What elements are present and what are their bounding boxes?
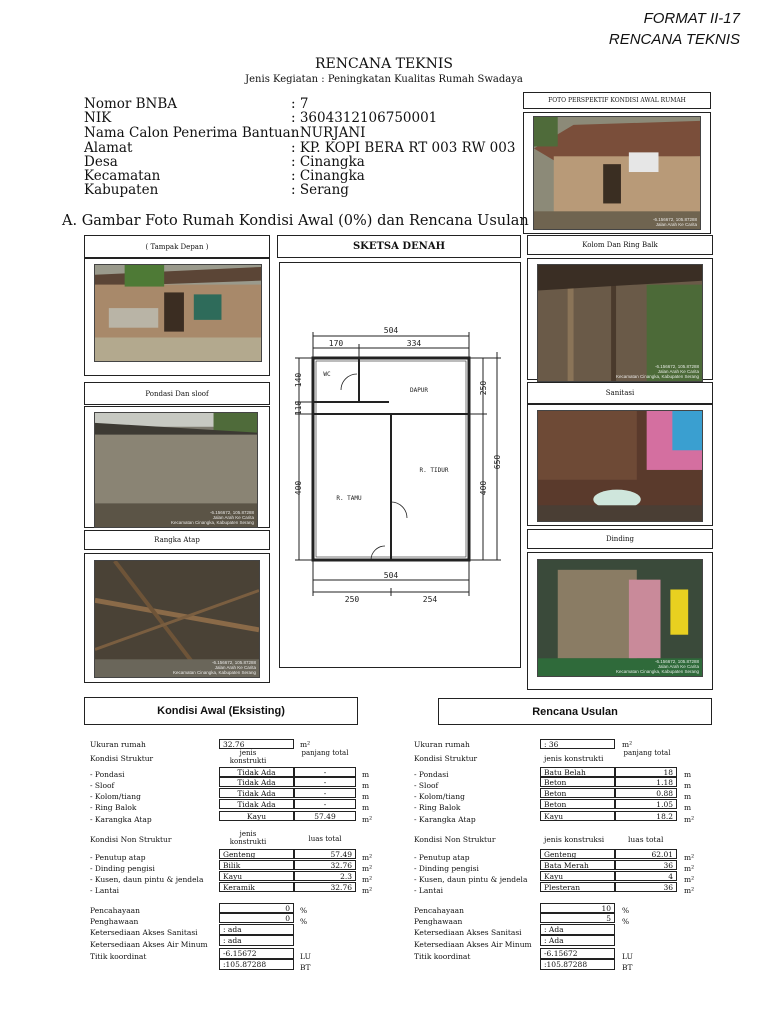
non-row-jenis: Keramik bbox=[219, 882, 294, 892]
air-minum-value: : ada bbox=[219, 935, 294, 946]
dim-right-bottom: 400 bbox=[479, 480, 488, 496]
koordinat-label: Titik koordinat bbox=[414, 952, 471, 961]
ukuran-label: Ukuran rumah bbox=[414, 740, 470, 749]
pencahayaan-value: 0 bbox=[219, 903, 294, 913]
caption-sanitasi: Sanitasi bbox=[527, 382, 713, 404]
penghawaan-unit: % bbox=[300, 917, 308, 926]
wall-photo bbox=[537, 559, 703, 677]
dim-bottom-left: 250 bbox=[344, 595, 360, 604]
non-row-nilai: 2.3 bbox=[294, 871, 356, 881]
col-panjang: panjang total bbox=[623, 749, 671, 757]
room-wc: WC bbox=[323, 371, 331, 378]
struktur-row-jenis: Tidak Ada bbox=[219, 767, 294, 777]
struktur-row-jenis: Tidak Ada bbox=[219, 788, 294, 798]
koordinat-lon: :105.87288 bbox=[540, 959, 615, 970]
col-jenis: jenis konstrukti bbox=[229, 749, 267, 765]
non-row-jenis: Genteng bbox=[540, 849, 615, 859]
air-minum-label: Ketersediaan Akses Air Minum bbox=[414, 940, 532, 949]
identity-row: Nama Calon Penerima Bantuan: NURJANI bbox=[84, 125, 366, 141]
section-a-heading: A. Gambar Foto Rumah Kondisi Awal (0%) dan Rencana Usulan bbox=[62, 213, 529, 229]
struktur-row-nilai: 1.05 bbox=[615, 799, 677, 809]
struktur-row-label: - Ring Balok bbox=[414, 803, 461, 812]
non-struktur-label: Kondisi Non Struktur bbox=[414, 835, 496, 844]
pencahayaan-unit: % bbox=[622, 906, 630, 915]
struktur-row-label: - Kolom/tiang bbox=[90, 792, 141, 801]
struktur-row-label: - Pondasi bbox=[414, 770, 449, 779]
struktur-row-label: - Sloof bbox=[414, 781, 439, 790]
non-row-jenis: Plesteran bbox=[540, 882, 615, 892]
non-row-jenis: Genteng bbox=[219, 849, 294, 859]
col-panjang: panjang total bbox=[301, 749, 349, 757]
non-row-nilai: 4 bbox=[615, 871, 677, 881]
house-perspective-photo bbox=[533, 116, 701, 230]
room-dapur: DAPUR bbox=[409, 387, 429, 394]
ukuran-value: : 36 bbox=[540, 739, 615, 749]
koordinat-lat: -6.15672 bbox=[540, 948, 615, 959]
non-row-nilai: 62.01 bbox=[615, 849, 677, 859]
non-row-jenis: Kayu bbox=[540, 871, 615, 881]
col-jenis: jenis konstrukti bbox=[229, 830, 267, 846]
non-row-unit: m² bbox=[362, 886, 373, 895]
struktur-row-unit: m bbox=[684, 781, 692, 790]
foundation-photo bbox=[94, 412, 258, 528]
struktur-row-nilai: 18 bbox=[615, 767, 677, 777]
struktur-row-jenis: Kayu bbox=[540, 811, 615, 821]
identity-row: Kabupaten : Serang bbox=[84, 182, 349, 198]
koordinat-lat-unit: LU bbox=[300, 952, 311, 961]
ukuran-unit: m² bbox=[622, 740, 633, 749]
struktur-row-jenis: Tidak Ada bbox=[219, 777, 294, 787]
sanitasi-value: : ada bbox=[219, 924, 294, 935]
struktur-row-unit: m bbox=[362, 803, 370, 812]
struktur-row-jenis: Batu Belah bbox=[540, 767, 615, 777]
non-row-unit: m² bbox=[684, 853, 695, 862]
photo-stamp: -6.156672, 105.87288 Jalan Arah Ke Carita Kecamatan Cinangka, Kabupaten Serang bbox=[170, 510, 254, 525]
identity-row: Desa : Cinangka bbox=[84, 154, 365, 170]
struktur-row-nilai: - bbox=[294, 777, 356, 787]
struktur-row-unit: m² bbox=[362, 815, 373, 824]
air-minum-label: Ketersediaan Akses Air Minum bbox=[90, 940, 208, 949]
koordinat-label: Titik koordinat bbox=[90, 952, 147, 961]
dim-bottom-total: 504 bbox=[383, 571, 399, 580]
struktur-row-unit: m bbox=[684, 803, 692, 812]
non-row-jenis: Bata Merah bbox=[540, 860, 615, 870]
non-row-nilai: 57.49 bbox=[294, 849, 356, 859]
koordinat-lon: :105.87288 bbox=[219, 959, 294, 970]
dim-bottom-right: 254 bbox=[422, 595, 438, 604]
non-row-nilai: 32.76 bbox=[294, 860, 356, 870]
struktur-row-unit: m bbox=[684, 770, 692, 779]
page-title: RENCANA TEKNIS bbox=[314, 56, 454, 72]
caption-sketsa-denah: SKETSA DENAH bbox=[277, 235, 521, 258]
floor-plan-sketch bbox=[279, 262, 521, 668]
dim-left-top: 140 bbox=[294, 372, 303, 388]
non-row-unit: m² bbox=[684, 886, 695, 895]
col-jenis: jenis konstruksi bbox=[544, 835, 605, 844]
struktur-row-unit: m bbox=[684, 792, 692, 801]
non-row-nilai: 32.76 bbox=[294, 882, 356, 892]
air-minum-value: : Ada bbox=[540, 935, 615, 946]
dim-left-bottom: 400 bbox=[294, 480, 303, 496]
non-struktur-label: Kondisi Non Struktur bbox=[90, 835, 172, 844]
struktur-row-nilai: 0.88 bbox=[615, 788, 677, 798]
koordinat-lat: -6.15672 bbox=[219, 948, 294, 959]
page-subtitle: Jenis Kegiatan : Peningkatan Kualitas Rumah Swadaya bbox=[245, 74, 523, 85]
dim-top-total: 504 bbox=[383, 326, 399, 335]
struktur-row-nilai: - bbox=[294, 788, 356, 798]
struktur-row-unit: m² bbox=[684, 815, 695, 824]
non-row-unit: m² bbox=[362, 875, 373, 884]
caption-pondasi: Pondasi Dan sloof bbox=[84, 382, 270, 405]
sanitation-photo bbox=[537, 410, 703, 522]
ukuran-unit: m² bbox=[300, 740, 311, 749]
non-row-unit: m² bbox=[362, 864, 373, 873]
caption-dinding: Dinding bbox=[527, 529, 713, 549]
non-row-unit: m² bbox=[684, 875, 695, 884]
non-row-unit: m² bbox=[362, 853, 373, 862]
pencahayaan-label: Pencahayaan bbox=[90, 906, 140, 915]
identity-row: Nomor BNBA : 7 bbox=[84, 96, 309, 112]
non-row-label: - Dinding pengisi bbox=[414, 864, 479, 873]
struktur-row-label: - Karangka Atap bbox=[414, 815, 476, 824]
struktur-row-label: - Pondasi bbox=[90, 770, 125, 779]
col-luas: luas total bbox=[308, 835, 342, 843]
ukuran-label: Ukuran rumah bbox=[90, 740, 146, 749]
struktur-row-label: - Sloof bbox=[90, 781, 115, 790]
col-jenis: jenis konstrukti bbox=[544, 754, 604, 763]
sanitasi-label: Ketersediaan Akses Sanitasi bbox=[90, 928, 198, 937]
struktur-row-unit: m bbox=[362, 781, 370, 790]
struktur-row-jenis: Beton bbox=[540, 777, 615, 787]
non-row-unit: m² bbox=[684, 864, 695, 873]
non-row-nilai: 36 bbox=[615, 860, 677, 870]
non-row-label: - Lantai bbox=[414, 886, 444, 895]
non-row-label: - Penutup atap bbox=[90, 853, 146, 862]
rencana-usulan-heading: Rencana Usulan bbox=[438, 698, 712, 725]
photo-stamp: -6.156672, 105.87288 Jalan Arah Ke Carita bbox=[652, 217, 697, 227]
non-row-label: - Kusen, daun pintu & jendela bbox=[414, 875, 528, 884]
non-row-label: - Penutup atap bbox=[414, 853, 470, 862]
identity-row: Alamat : KP. KOPI BERA RT 003 RW 003 bbox=[84, 140, 516, 156]
struktur-row-jenis: Beton bbox=[540, 799, 615, 809]
non-row-label: - Dinding pengisi bbox=[90, 864, 155, 873]
front-view-photo bbox=[94, 264, 262, 362]
penghawaan-value: 5 bbox=[540, 913, 615, 923]
struktur-row-unit: m bbox=[362, 770, 370, 779]
koordinat-lat-unit: LU bbox=[622, 952, 633, 961]
photo-stamp: -6.156672, 105.87288 Jalan Arah Ke Carita Kecamatan Cinangka, Kabupaten Serang bbox=[615, 364, 699, 379]
non-row-jenis: Kayu bbox=[219, 871, 294, 881]
struktur-row-nilai: - bbox=[294, 767, 356, 777]
format-code: FORMAT II-17 bbox=[643, 10, 740, 27]
kondisi-awal-heading: Kondisi Awal (Eksisting) bbox=[84, 697, 358, 725]
identity-row: NIK : 3604312106750001 bbox=[84, 110, 438, 126]
dim-top-left: 170 bbox=[328, 339, 344, 348]
room-tamu: R. TAMU bbox=[336, 495, 362, 502]
struktur-row-nilai: 18.2 bbox=[615, 811, 677, 821]
struktur-row-jenis: Beton bbox=[540, 788, 615, 798]
pencahayaan-label: Pencahayaan bbox=[414, 906, 464, 915]
column-photo bbox=[537, 264, 703, 382]
dim-right-total: 650 bbox=[493, 454, 502, 470]
photo-stamp: -6.156672, 105.87288 Jalan Arah Ke Carita Kecamatan Cinangka, Kabupaten Serang bbox=[615, 659, 699, 674]
pencahayaan-value: 10 bbox=[540, 903, 615, 913]
struktur-row-nilai: - bbox=[294, 799, 356, 809]
struktur-row-label: - Kolom/tiang bbox=[414, 792, 465, 801]
struktur-row-jenis: Tidak Ada bbox=[219, 799, 294, 809]
col-luas: luas total bbox=[628, 835, 664, 844]
struktur-label: Kondisi Struktur bbox=[90, 754, 154, 763]
struktur-row-label: - Karangka Atap bbox=[90, 815, 152, 824]
dim-top-right: 334 bbox=[406, 339, 422, 348]
penghawaan-value: 0 bbox=[219, 913, 294, 923]
struktur-row-unit: m bbox=[362, 792, 370, 801]
ukuran-value: 32.76 bbox=[219, 739, 294, 749]
dim-left-mid: 110 bbox=[294, 400, 303, 416]
pencahayaan-unit: % bbox=[300, 906, 308, 915]
koordinat-lon-unit: BT bbox=[622, 963, 633, 972]
room-tidur: R. TIDUR bbox=[419, 467, 449, 474]
struktur-row-nilai: 57.49 bbox=[294, 811, 356, 821]
format-subtitle: RENCANA TEKNIS bbox=[608, 31, 740, 48]
roof-frame-photo bbox=[94, 560, 260, 678]
photo-stamp: -6.156672, 105.87288 Jalan Arah Ke Carita Kecamatan Cinangka, Kabupaten Serang bbox=[172, 660, 256, 675]
caption-rangka-atap: Rangka Atap bbox=[84, 530, 270, 550]
struktur-row-nilai: 1.18 bbox=[615, 777, 677, 787]
identity-row: Kecamatan : Cinangka bbox=[84, 168, 365, 184]
non-row-jenis: Bilik bbox=[219, 860, 294, 870]
koordinat-lon-unit: BT bbox=[300, 963, 311, 972]
struktur-row-jenis: Kayu bbox=[219, 811, 294, 821]
sanitasi-label: Ketersediaan Akses Sanitasi bbox=[414, 928, 522, 937]
penghawaan-label: Penghawaan bbox=[414, 917, 463, 926]
dim-right-top: 250 bbox=[479, 380, 488, 396]
struktur-label: Kondisi Struktur bbox=[414, 754, 478, 763]
struktur-row-label: - Ring Balok bbox=[90, 803, 137, 812]
non-row-label: - Kusen, daun pintu & jendela bbox=[90, 875, 204, 884]
caption-kolom: Kolom Dan Ring Balk bbox=[527, 235, 713, 255]
penghawaan-unit: % bbox=[622, 917, 630, 926]
format-label bbox=[609, 8, 740, 50]
photo-perspektif-caption: FOTO PERSPEKTIF KONDISI AWAL RUMAH bbox=[523, 92, 711, 109]
sanitasi-value: : Ada bbox=[540, 924, 615, 935]
non-row-label: - Lantai bbox=[90, 886, 120, 895]
penghawaan-label: Penghawaan bbox=[90, 917, 139, 926]
non-row-nilai: 36 bbox=[615, 882, 677, 892]
caption-tampak-depan: ( Tampak Depan ) bbox=[84, 235, 270, 258]
